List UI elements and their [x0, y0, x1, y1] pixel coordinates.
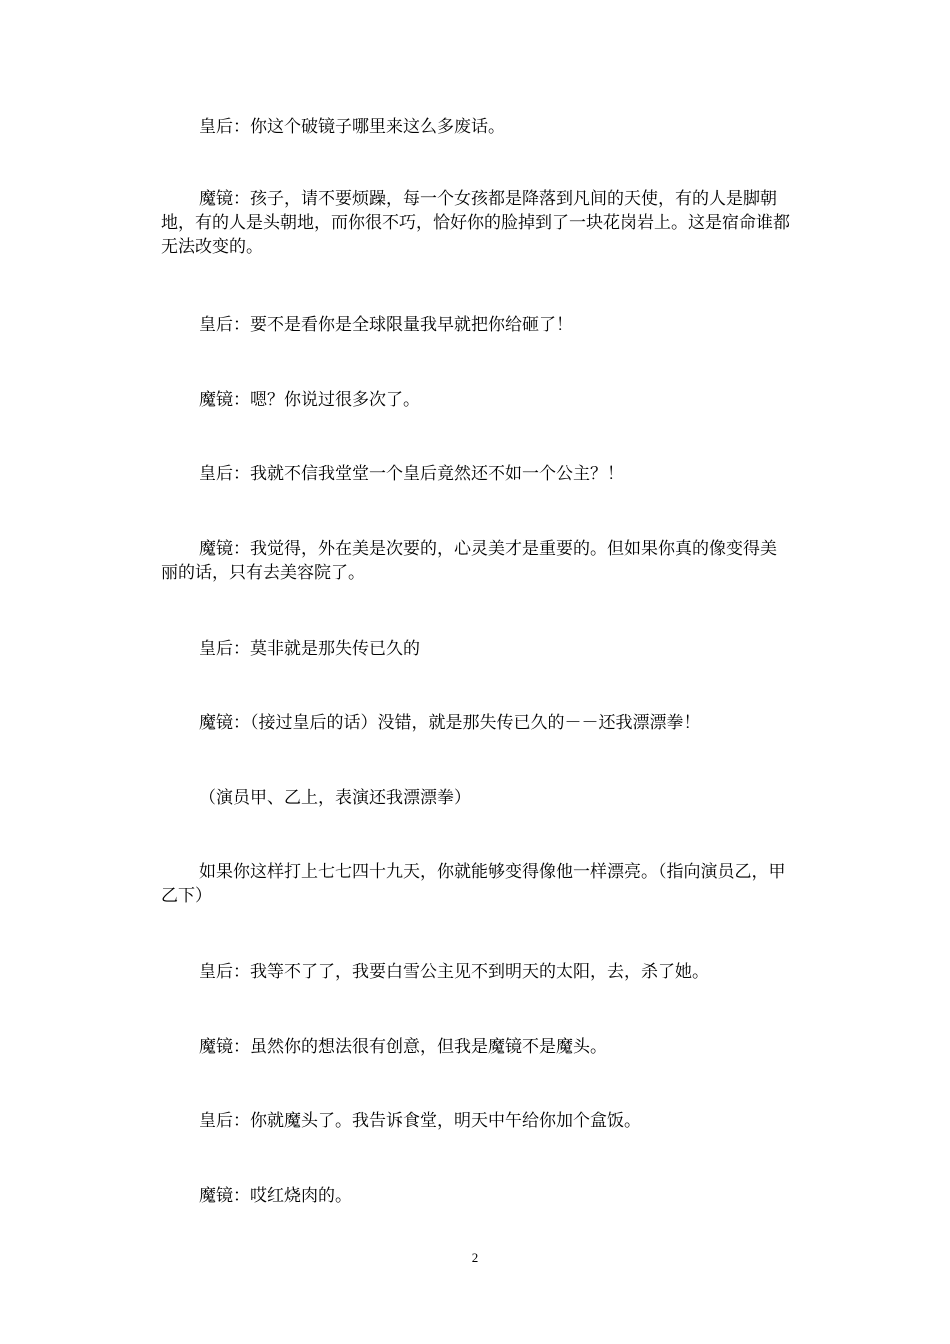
paragraph-7: 皇后：莫非就是那失传已久的: [199, 639, 420, 659]
paragraph-9: （演员甲、乙上，表演还我漂漂拳）: [199, 788, 471, 808]
paragraph-14: 魔镜：哎红烧肉的。: [199, 1186, 352, 1206]
paragraph-2: 魔镜：孩子，请不要烦躁，每一个女孩都是降落到凡间的天使，有的人是脚朝地，有的人是头朝地，而你很不巧，恰好你的脸掉到了一块花岗岩上。这是宿命谁都无法改变的。: [161, 189, 790, 257]
paragraph-6: 魔镜：我觉得，外在美是次要的，心灵美才是重要的。但如果你真的像变得美丽的话，只有去美容院了。: [161, 539, 777, 583]
paragraph-12: 魔镜：虽然你的想法很有创意，但我是魔镜不是魔头。: [199, 1037, 607, 1057]
paragraph-11: 皇后：我等不了了，我要白雪公主见不到明天的太阳，去，杀了她。: [199, 962, 709, 982]
paragraph-5: 皇后：我就不信我堂堂一个皇后竟然还不如一个公主？！: [199, 464, 624, 484]
paragraph-8: 魔镜：（接过皇后的话）没错，就是那失传已久的－－还我漂漂拳！: [199, 713, 701, 733]
paragraph-10: 如果你这样打上七七四十九天，你就能够变得像他一样漂亮。（指向演员乙，甲乙下）: [161, 862, 786, 906]
paragraph-13: 皇后：你就魔头了。我告诉食堂，明天中午给你加个盒饭。: [199, 1111, 641, 1131]
page-number: 2: [471, 1250, 479, 1265]
paragraph-3: 皇后：要不是看你是全球限量我早就把你给砸了！: [199, 315, 573, 335]
paragraph-1: 皇后：你这个破镜子哪里来这么多废话。: [199, 117, 505, 137]
paragraph-4: 魔镜：嗯？你说过很多次了。: [199, 390, 420, 410]
